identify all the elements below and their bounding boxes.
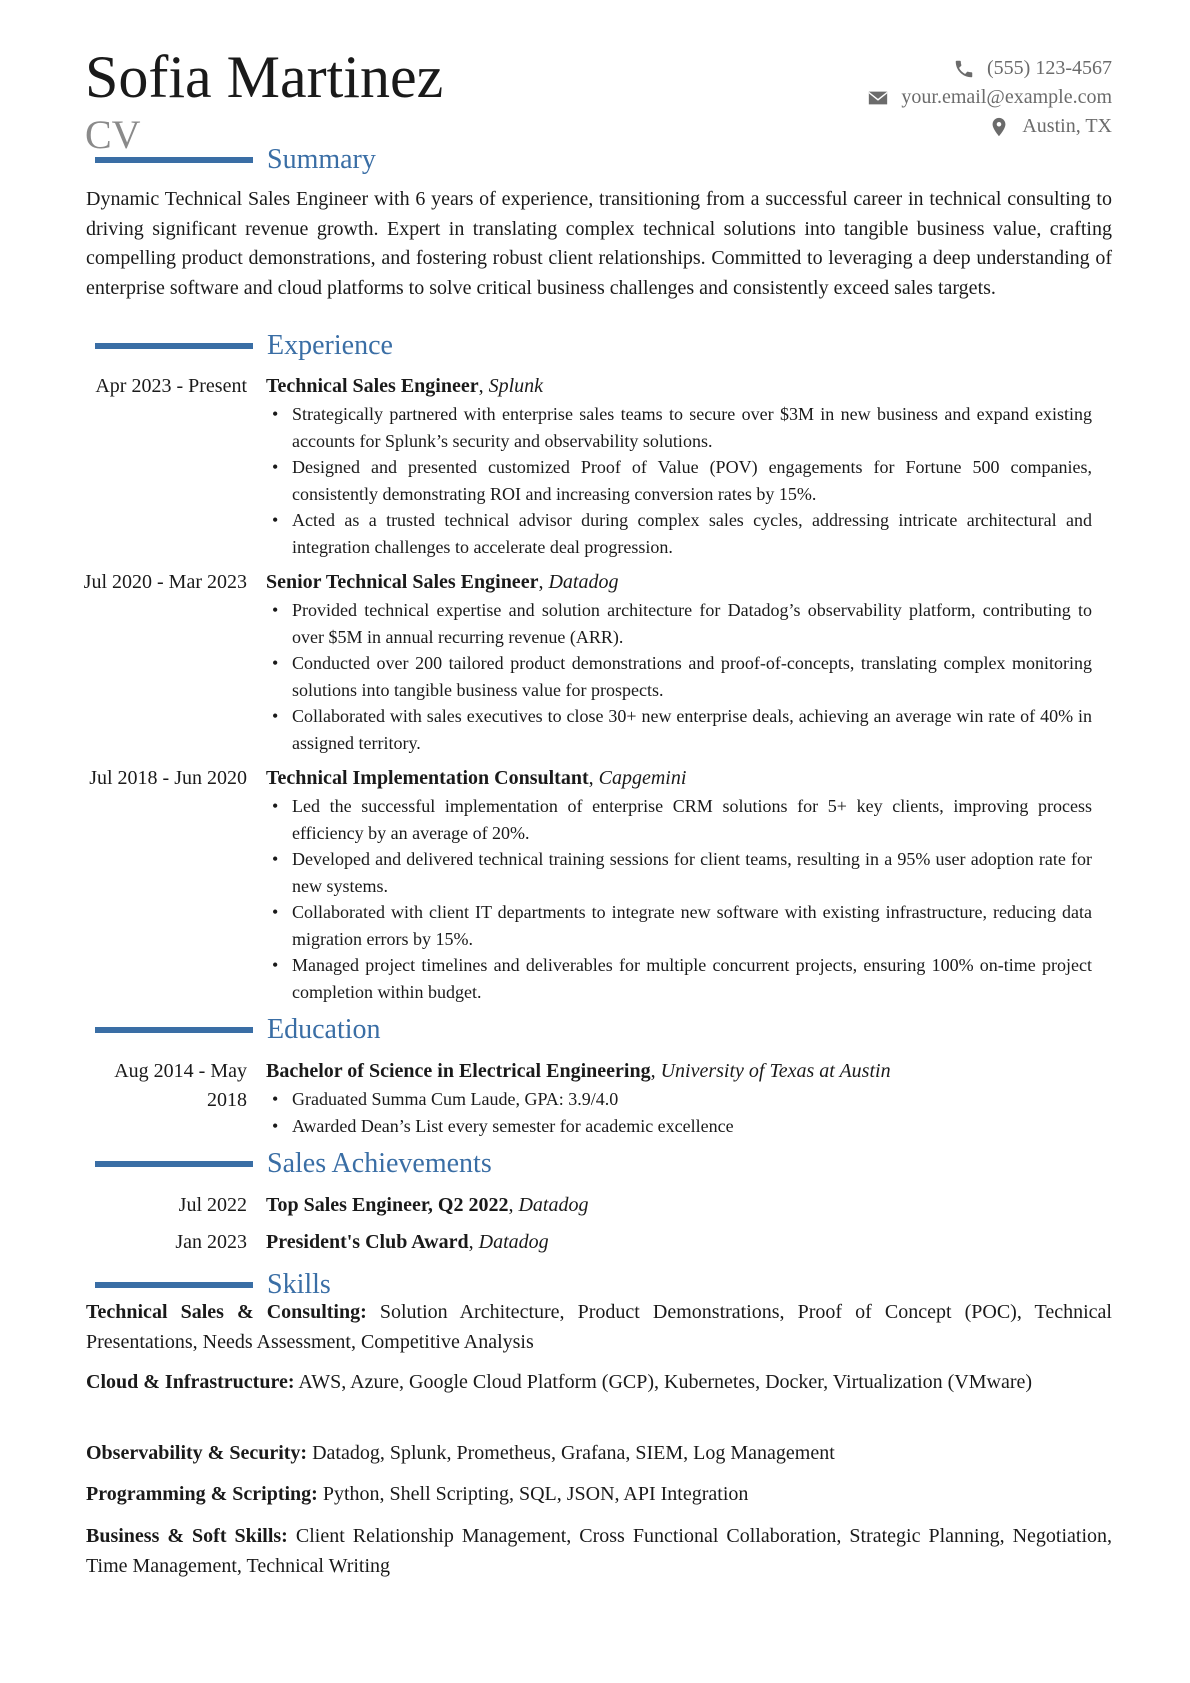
entry-title: President's Club Award, Datadog bbox=[266, 1231, 549, 1253]
skill-values: Datadog, Splunk, Prometheus, Grafana, SIEM, Log Management bbox=[312, 1442, 835, 1464]
skill-category: Programming & Scripting: bbox=[86, 1483, 318, 1505]
entry-title: Technical Sales Engineer, Splunk bbox=[266, 375, 544, 397]
list-item: • Graduated Summa Cum Laude, GPA: 3.9/4.0 bbox=[266, 1086, 1092, 1113]
list-item: • Provided technical expertise and solution architecture for Datadog’s observability platform, contributing to over $5M in annual recurring revenue (ARR). bbox=[266, 597, 1092, 650]
entry-role: Bachelor of Science in Electrical Engineering bbox=[266, 1060, 651, 1082]
phone-icon bbox=[953, 58, 975, 80]
skill-category: Business & Soft Skills: bbox=[86, 1525, 288, 1547]
entry-org: Datadog bbox=[518, 1194, 589, 1216]
section-title: Summary bbox=[267, 144, 376, 175]
candidate-name: Sofia Martinez bbox=[85, 44, 444, 110]
section-summary-heading bbox=[95, 143, 995, 179]
skill-row bbox=[86, 1480, 1112, 1510]
entry-role: Senior Technical Sales Engineer bbox=[266, 571, 539, 593]
entry-body bbox=[266, 372, 1092, 560]
section-title: Sales Achievements bbox=[267, 1148, 492, 1179]
entry-role: President's Club Award bbox=[266, 1231, 469, 1253]
entry-body bbox=[266, 1191, 1092, 1220]
skill-row bbox=[86, 1298, 1112, 1357]
bullet-list bbox=[266, 401, 1092, 560]
list-item: • Collaborated with sales executives to close 30+ new enterprise deals, achieving an average win rate of 40% in assigned territory. bbox=[266, 703, 1092, 756]
entry-org: Capgemini bbox=[598, 767, 687, 789]
section-accent-bar bbox=[95, 1282, 253, 1288]
entry-date: Jan 2023 bbox=[175, 1231, 247, 1253]
entry-date: Jul 2022 bbox=[178, 1194, 247, 1216]
entry-title: Senior Technical Sales Engineer, Datadog bbox=[266, 571, 619, 593]
skill-category: Technical Sales & Consulting: bbox=[86, 1301, 367, 1323]
entry-body bbox=[266, 568, 1092, 756]
entry-title: Technical Implementation Consultant, Capgemini bbox=[266, 767, 687, 789]
entry-role: Top Sales Engineer, Q2 2022 bbox=[266, 1194, 509, 1216]
skill-row bbox=[86, 1368, 1112, 1398]
entry-date: Jul 2020 - Mar 2023 bbox=[83, 571, 247, 593]
skill-values: Solution Architecture, Product Demonstrations, Proof of Concept (POC), Technical Presentations, Needs Assessment, Competitive Analysis bbox=[86, 1301, 1112, 1353]
entry-body bbox=[266, 764, 1092, 1005]
section-title: Experience bbox=[267, 330, 393, 361]
location-text: Austin, TX bbox=[1022, 115, 1112, 137]
skill-values: Client Relationship Management, Cross Functional Collaboration, Strategic Planning, Negotiation, Time Management, Technical Writing bbox=[86, 1525, 1112, 1577]
list-item: • Developed and delivered technical training sessions for client teams, resulting in a 95% user adoption rate for new systems. bbox=[266, 846, 1092, 899]
list-item: • Conducted over 200 tailored product demonstrations and proof-of-concepts, translating complex monitoring solutions into tangible business value for prospects. bbox=[266, 650, 1092, 703]
section-achievements-heading bbox=[95, 1147, 995, 1183]
skill-category: Observability & Security: bbox=[86, 1442, 308, 1464]
list-item: • Strategically partnered with enterprise sales teams to secure over $3M in new business and expand existing accounts for Splunk’s security and observability solutions. bbox=[266, 401, 1092, 454]
entry-title: Bachelor of Science in Electrical Engineering, University of Texas at Austin bbox=[266, 1060, 891, 1082]
entry-body bbox=[266, 1228, 1092, 1257]
envelope-icon bbox=[867, 87, 889, 109]
contact-phone bbox=[867, 54, 1112, 83]
section-experience-heading bbox=[95, 329, 995, 365]
contact-block bbox=[867, 54, 1112, 141]
phone-text[interactable]: (555) 123-4567 bbox=[987, 57, 1112, 79]
entry-title: Top Sales Engineer, Q2 2022, Datadog bbox=[266, 1194, 589, 1216]
section-accent-bar bbox=[95, 343, 253, 349]
section-title: Skills bbox=[267, 1269, 331, 1300]
entry-date: Jul 2018 - Jun 2020 bbox=[89, 767, 247, 789]
list-item: • Collaborated with client IT departments to integrate new software with existing infrastructure, reducing data migration errors by 15%. bbox=[266, 899, 1092, 952]
contact-email bbox=[867, 83, 1112, 112]
bullet-list bbox=[266, 1086, 1092, 1139]
bullet-list bbox=[266, 597, 1092, 756]
entry-role: Technical Implementation Consultant bbox=[266, 767, 589, 789]
email-link[interactable]: your.email@example.com bbox=[901, 86, 1112, 108]
section-accent-bar bbox=[95, 157, 253, 163]
section-title: Education bbox=[267, 1014, 381, 1045]
list-item: • Acted as a trusted technical advisor during complex sales cycles, addressing intricate architectural and integration challenges to accelerate deal progression. bbox=[266, 507, 1092, 560]
entry-body bbox=[266, 1057, 1092, 1139]
entry-org: Datadog bbox=[548, 571, 619, 593]
summary-text: Dynamic Technical Sales Engineer with 6 years of experience, transitioning from a successful career in technical consulting to driving significant revenue growth. Expert in translating complex technical solutions into tangible business value, crafting compelling product demonstrations, and fostering robust client relationships. Committed to leveraging a deep understanding of enterprise software and cloud platforms to solve critical business challenges and consistently exceed sales targets. bbox=[86, 188, 1112, 299]
skill-values: AWS, Azure, Google Cloud Platform (GCP), Kubernetes, Docker, Virtualization (VMware) bbox=[298, 1371, 1033, 1393]
entry-role: Technical Sales Engineer bbox=[266, 375, 479, 397]
entry-org: Splunk bbox=[488, 375, 544, 397]
skill-values: Python, Shell Scripting, SQL, JSON, API Integration bbox=[322, 1483, 749, 1505]
skill-category: Cloud & Infrastructure: bbox=[86, 1371, 295, 1393]
contact-location bbox=[867, 112, 1112, 141]
section-accent-bar bbox=[95, 1161, 253, 1167]
skill-row bbox=[86, 1439, 1112, 1469]
section-education-heading bbox=[95, 1013, 995, 1049]
map-pin-icon bbox=[988, 116, 1010, 138]
document-subtitle: CV bbox=[85, 112, 141, 157]
entry-org: Datadog bbox=[478, 1231, 549, 1253]
list-item: • Awarded Dean’s List every semester for academic excellence bbox=[266, 1113, 1092, 1140]
list-item: • Designed and presented customized Proof of Value (POV) engagements for Fortune 500 companies, consistently demonstrating ROI and increasing conversion rates by 15%. bbox=[266, 454, 1092, 507]
list-item: • Led the successful implementation of enterprise CRM solutions for 5+ key clients, improving process efficiency by an average of 20%. bbox=[266, 793, 1092, 846]
bullet-list bbox=[266, 793, 1092, 1005]
entry-date: Apr 2023 - Present bbox=[95, 375, 247, 397]
entry-date: Aug 2014 - May 2018 bbox=[114, 1060, 247, 1111]
section-accent-bar bbox=[95, 1027, 253, 1033]
list-item: • Managed project timelines and deliverables for multiple concurrent projects, ensuring 100% on-time project completion within budget. bbox=[266, 952, 1092, 1005]
entry-org: University of Texas at Austin bbox=[660, 1060, 891, 1082]
skill-row bbox=[86, 1522, 1112, 1581]
